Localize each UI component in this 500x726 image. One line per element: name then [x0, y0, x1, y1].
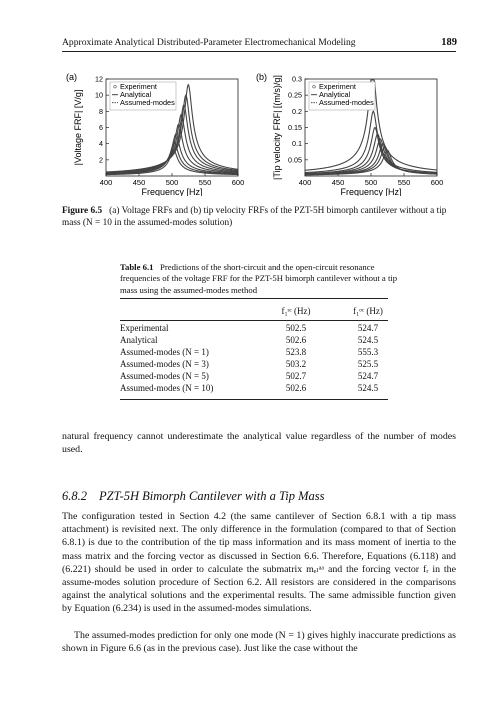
y-tick-label: 0.05: [288, 155, 302, 165]
table-cell: 524.7: [357, 371, 379, 381]
paragraph-2: The assumed-modes prediction for only one mode (N = 1) gives highly inaccurate predictions as shown in Figure 6.6 (as in the previous case). Just like the case without the: [62, 630, 456, 655]
voltage-frf-panel: [73, 75, 244, 197]
x-tick-label: 400: [99, 178, 113, 187]
x-tick-label: 450: [132, 178, 146, 187]
table-cell: Analytical: [120, 335, 158, 345]
table-cell: 502.7: [285, 371, 307, 381]
running-title: Approximate Analytical Distributed-Parameter Electromechanical Modeling: [62, 37, 356, 48]
figure-caption-text: (a) Voltage FRFs and (b) tip velocity FRFs of the PZT-5H bimorph cantilever without a tip mass (N = 10 in the assumed-modes solution): [62, 206, 447, 229]
figure-caption-label: Figure 6.5: [62, 206, 103, 216]
x-tick-label: 450: [331, 178, 345, 187]
y-tick-label: 0.15: [288, 123, 302, 132]
y-tick-label: 0.1: [292, 139, 302, 149]
y-axis-label: |Voltage FRF| [V/g]: [73, 89, 83, 166]
legend: [110, 82, 176, 110]
table-header-row: [120, 305, 388, 317]
x-axis-label: Frequency [Hz]: [141, 187, 203, 196]
table-caption-text: Predictions of the short-circuit and the open-circuit resonance frequencies of the voltage FRF for the PZT-5H bimorph cantilever without a tip mass using the assumed-modes method: [120, 262, 398, 295]
table-row: [120, 358, 388, 370]
section-number: 6.8.2: [62, 489, 87, 503]
table-cell: 524.5: [357, 335, 379, 345]
header-rule: [62, 51, 456, 52]
table-cell: 524.5: [357, 383, 379, 393]
legend-label: Experiment: [319, 82, 356, 91]
y-tick-label: 0.2: [292, 106, 302, 116]
legend-label: Experiment: [120, 82, 157, 91]
table-cell: 502.6: [285, 335, 307, 345]
legend-label: Assumed-modes: [319, 98, 374, 107]
y-tick-label: 10: [95, 90, 103, 100]
legend: [309, 82, 375, 110]
table-row: [120, 346, 388, 358]
frf-curve: [106, 115, 238, 173]
y-tick-label: 6: [99, 123, 103, 132]
y-tick-label: 8: [99, 106, 103, 116]
table-row: [120, 334, 388, 346]
frf-figure-svg: [60, 66, 460, 196]
table-cell: 523.8: [285, 347, 307, 357]
legend-label: Assumed-modes: [120, 98, 175, 107]
table-header-sc: f₁ˢᶜ (Hz): [281, 306, 311, 316]
panel-a-label: (a): [66, 72, 77, 82]
table-cell: Experimental: [120, 323, 169, 333]
table-mid-rule: [120, 320, 388, 321]
x-tick-label: 500: [165, 178, 179, 187]
section-title: PZT-5H Bimorph Cantilever with a Tip Mass: [99, 489, 325, 503]
table-label: Table 6.1: [120, 262, 154, 272]
table-cell: 525.5: [357, 359, 379, 369]
legend-label: Analytical: [319, 90, 351, 99]
table-caption: [120, 262, 410, 296]
figure-6-5: [60, 66, 460, 196]
x-tick-label: 600: [430, 178, 444, 187]
y-tick-label: 4: [99, 139, 103, 149]
table-cell: 524.7: [357, 323, 379, 333]
y-tick-label: 0.25: [288, 90, 302, 100]
table-bottom-rule: [120, 399, 388, 400]
legend-label: Analytical: [120, 90, 152, 99]
paragraph-1: The configuration tested in Section 4.2 (the same cantilever of Section 6.8.1 with a tip mass attachment) is revisited next. The only difference in the formulation (compared to that of Section 6.8.1) is due to the contribution of the tip mass information and its mass moment of inertia to the mass matrix and the forcing vector as discussed in Section 6.6. Therefore, Equations (6.118) and (6.221) should be used in order to calculate the submatrix mₑₗᵃᵃ and the forcing vector fᵣ in the assume-modes solution procedure of Section 6.2. All resistors are considered in the comparisons against the analytical solutions and the experimental results. The same admissible function given by Equation (6.234) is used in the assumed-modes simulations.: [62, 511, 456, 615]
table-body: [120, 322, 388, 394]
table-cell: Assumed-modes (N = 5): [120, 371, 209, 381]
table-row: [120, 322, 388, 334]
table-cell: 502.5: [285, 323, 307, 333]
x-tick-label: 500: [364, 178, 378, 187]
panel-b-label: (b): [256, 72, 267, 82]
table-cell: Assumed-modes (N = 10): [120, 383, 214, 393]
running-header: [62, 37, 457, 48]
table-top-rule: [120, 298, 388, 299]
y-tick-label: 12: [95, 74, 103, 84]
figure-caption: [62, 205, 457, 230]
frf-curve: [106, 105, 238, 173]
table-cell: Assumed-modes (N = 1): [120, 347, 209, 357]
x-axis-label: Frequency [Hz]: [340, 187, 402, 196]
table-row: [120, 370, 388, 382]
y-tick-label: 0.3: [292, 74, 302, 84]
paragraph-continued: natural frequency cannot underestimate the analytical value regardless of the number of modes used.: [62, 431, 456, 456]
x-tick-label: 550: [397, 178, 411, 187]
table-cell: 555.3: [357, 347, 379, 357]
velocity-frf-panel: [272, 75, 443, 197]
table-row: [120, 382, 388, 394]
table-cell: 503.2: [285, 359, 307, 369]
page-number: 189: [441, 37, 457, 48]
x-tick-label: 400: [298, 178, 312, 187]
x-tick-label: 600: [231, 178, 245, 187]
y-tick-label: 2: [99, 155, 103, 165]
section-heading: [62, 489, 336, 504]
x-tick-label: 550: [198, 178, 212, 187]
table-cell: 502.6: [285, 383, 307, 393]
y-axis-label: |Tip velocity FRF| [(m/s)/g]: [272, 75, 282, 180]
table-header-oc: f₁ᵒᶜ (Hz): [353, 306, 383, 316]
table-cell: Assumed-modes (N = 3): [120, 359, 209, 369]
